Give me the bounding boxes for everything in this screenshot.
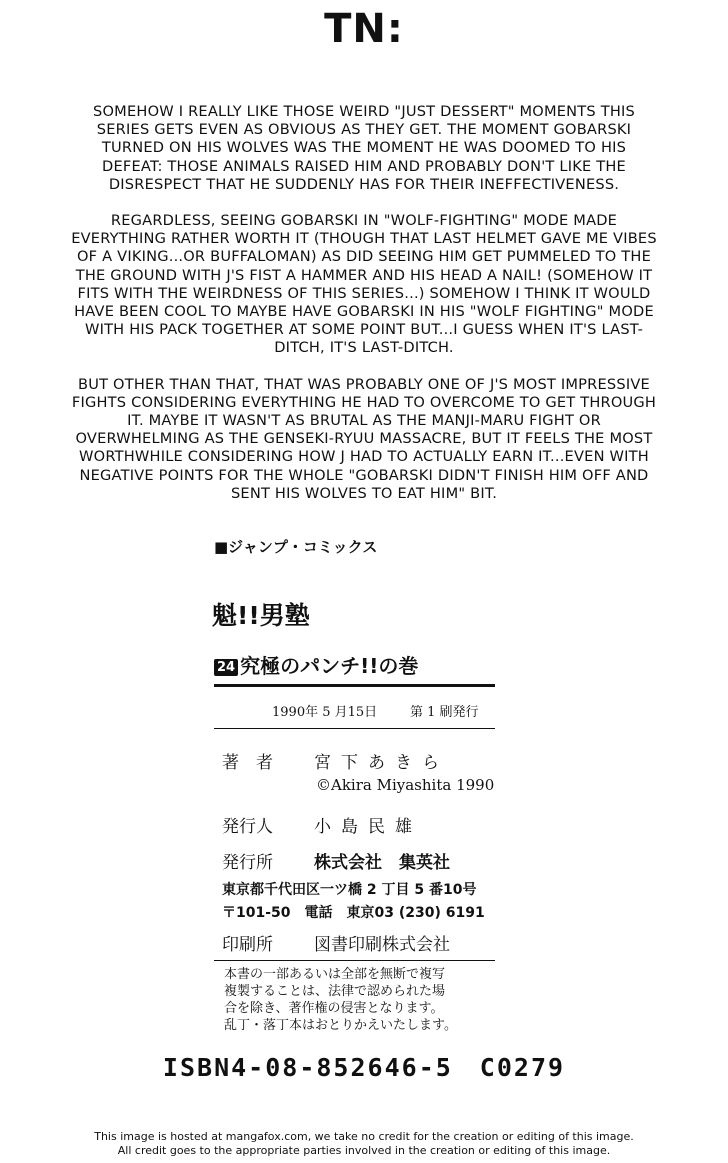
notice-line: 複製することは、法律で認められた場 <box>224 984 446 999</box>
divider <box>214 728 495 729</box>
notes-paragraph: BUT OTHER THAN THAT, THAT WAS PROBABLY ONE OF J'S MOST IMPRESSIVE FIGHTS CONSIDERING EVERYTHING HE HAD TO OVERCOME TO GET THROUGH IT. MAYBE IT WASN'T AS BRUTAL AS THE MANJI-MARU FIGHT OR OVERWHELMING AS THE GENSEKI-RYUU MASSACRE, BUT IT FEELS THE MOST WORTHWHILE CONSIDERING HOW J HAD TO ACTUALLY EARN IT...EVEN WITH NEGATIVE POINTS FOR THE WHOLE "GOBARSKI DIDN'T FINISH HIM OFF AND SENT HIS WOLVES TO EAT HIM" BIT. <box>71 375 657 502</box>
publisher-person-label: 発行人 <box>222 817 273 837</box>
footer-credit <box>0 1130 728 1158</box>
divider <box>214 960 495 961</box>
author-row <box>222 748 492 773</box>
publisher-address: 東京都千代田区一ツ橋 2 丁目 5 番10号 <box>222 882 477 898</box>
page-title: TN: <box>324 6 404 52</box>
publisher-person: 小島民雄 <box>314 817 422 837</box>
publisher-row <box>222 848 492 873</box>
copyright: ©Akira Miyashita 1990 <box>316 776 495 794</box>
author-label: 著 者 <box>222 753 273 773</box>
publisher-name: 株式会社 集英社 <box>314 853 450 873</box>
isbn: ISBN4-08-852646-5 C0279 <box>162 1053 566 1082</box>
author-name: 宮下あきら <box>314 753 449 773</box>
notice-line: 乱丁・落丁本はおとりかえいたします。 <box>224 1018 457 1033</box>
printing-number: 第 1 刷発行 <box>410 705 479 720</box>
divider <box>214 684 495 687</box>
notice-line: 本書の一部あるいは全部を無断で複写 <box>224 967 446 982</box>
volume-badge: 24 <box>214 659 238 676</box>
colophon <box>212 536 499 1033</box>
copyright-notice <box>224 966 494 1034</box>
translator-notes <box>70 103 658 521</box>
notes-paragraph: REGARDLESS, SEEING GOBARSKI IN "WOLF-FIGHTING" MODE MADE EVERYTHING RATHER WORTH IT (THOUGH THAT LAST HELMET GAVE ME VIBES OF A VIKING...OR BUFFALOMAN) AS DID SEEING HIM GET PUMMELED TO THE THE GROUND WITH J'S FIST A HAMMER AND HIS HEAD A NAIL! (SOMEHOW IT FITS WITH THE WEIRDNESS OF THIS SERIES...) SOMEHOW I THINK IT WOULD HAVE BEEN COOL TO MAYBE HAVE GOBARSKI IN HIS "WOLF FIGHTING" MODE WITH HIS PACK TOGETHER AT SOME POINT BUT...I GUESS WHEN IT'S LAST-DITCH, IT'S LAST-DITCH. <box>71 212 657 357</box>
footer-line: This image is hosted at mangafox.com, we take no credit for the creation or editing of this image. <box>94 1130 634 1143</box>
publication-date: 1990年 5 月15日 <box>272 705 378 720</box>
publisher-phone: 〒101-50 電話 東京03 (230) 6191 <box>222 905 485 921</box>
volume-title-text: 究極のパンチ!!の巻 <box>240 654 419 678</box>
volume-title <box>214 650 418 679</box>
series-label: ■ジャンプ・コミックス <box>214 538 378 556</box>
publisher-person-row <box>222 812 492 837</box>
notes-paragraph: SOMEHOW I REALLY LIKE THOSE WEIRD "JUST DESSERT" MOMENTS THIS SERIES GETS EVEN AS OBVIOUS AS THEY GET. THE MOMENT GOBARSKI TURNED ON HIS WOLVES WAS THE MOMENT HE WAS DOOMED TO HIS DEFEAT: THOSE ANIMALS RAISED HIM AND PROBABLY DON'T LIKE THE DISRESPECT THAT HE SUDDENLY HAS FOR THEIR INEFFECTIVENESS. <box>93 103 635 193</box>
notice-line: 合を除き、著作権の侵害となります。 <box>224 1001 444 1016</box>
publisher-label: 発行所 <box>222 853 273 873</box>
printer-name: 図書印刷株式会社 <box>314 935 450 955</box>
series-title: 魁!!男塾 <box>212 601 310 630</box>
printer-row <box>222 930 492 955</box>
footer-line: All credit goes to the appropriate parties involved in the creation or editing of this image. <box>117 1144 611 1157</box>
printer-label: 印刷所 <box>222 935 273 955</box>
